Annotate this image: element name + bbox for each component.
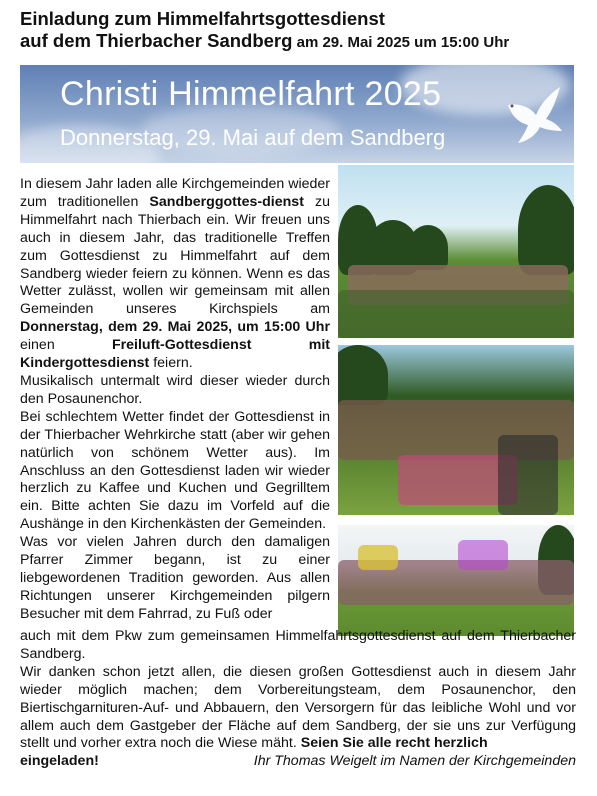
paragraph: Wir danken schon jetzt allen, die diesen großen Gottesdienst auch in diesem Jahr wieder möglich machen; dem Vorbereitungsteam, dem Posaunenchor, den Biertischgarnituren-Auf- und Abbauern, den Versorgern für das leibliche Wohl und vor allem auch dem Gastgeber der Fläche auf dem Sandberg, der sie uns zur Verfügung stellt und vorher extra noch die Wiese mäht. Seien Sie alle recht herzlich [20,663,576,752]
photo-outdoor-service [338,165,574,338]
paragraph: Bei schlechtem Wetter findet der Gottesdienst in der Thierbacher Wehrkirche statt (aber wir gehen natürlich von schönem Wetter aus). Im Anschluss an den Gottesdienst laden wir wieder herzlich zu Kaffee und Kuchen und Gegrilltem ein. Bitte achten Sie dazu im Vorfeld auf die Aushänge in den Kirchenkästen der Gemeinden. [20,408,330,533]
banner-subtitle: Donnerstag, 29. Mai auf dem Sandberg [60,125,446,150]
title-line-1: Einladung zum Himmelfahrtsgottesdienst [20,8,385,29]
title-place: auf dem Thierbacher Sandberg [20,30,293,51]
photo-children-service [338,345,574,515]
photo-parachute-game [338,525,574,636]
page-title [20,8,580,54]
paragraph: In diesem Jahr laden alle Kirchgemeinden wieder zum traditionellen Sandberggottes-dienst zu Himmelfahrt nach Thierbach ein. Wir freuen uns auch in diesem Jahr, das traditionelle Treffen zum Gottesdienst zu Himmelfahrt auf dem Sandberg wieder feiern zu können. Wenn es das Wetter zulässt, wollen wir gemeinsam mit allen Gemeinden unseres Kirchspiels am Donnerstag, dem 29. Mai 2025, um 15:00 Uhr einen Freiluft-Gottesdienst mit Kindergottesdienst feiern. [20,176,330,372]
banner [20,65,574,163]
title-line-2 [20,30,580,54]
closing-row [20,753,576,771]
title-date: am 29. Mai 2025 um 15:00 Uhr [292,34,510,51]
closing-text: eingeladen! [20,753,99,770]
paragraph: Musikalisch untermalt wird dieser wieder durch den Posaunenchor. [20,372,330,407]
body-text-full [20,628,576,771]
paragraph: Was vor vielen Jahren durch den damaligen Pfarrer Zimmer begann, ist zu einer liebgewordenen Tradition geworden. Aus allen Richtungen unserer Kirchgemeinden pilgern Besucher mit dem Fahrrad, zu Fuß oder [20,534,330,622]
paragraph: auch mit dem Pkw zum gemeinsamen Himmelfahrtsgottesdienst auf dem Thierbacher Sandberg. [20,628,576,662]
dove-icon [500,75,570,155]
body-text-column [20,176,330,624]
banner-title: Christi Himmelfahrt 2025 [60,75,442,113]
signature: Ihr Thomas Weigelt im Namen der Kirchgemeinden [253,753,576,770]
